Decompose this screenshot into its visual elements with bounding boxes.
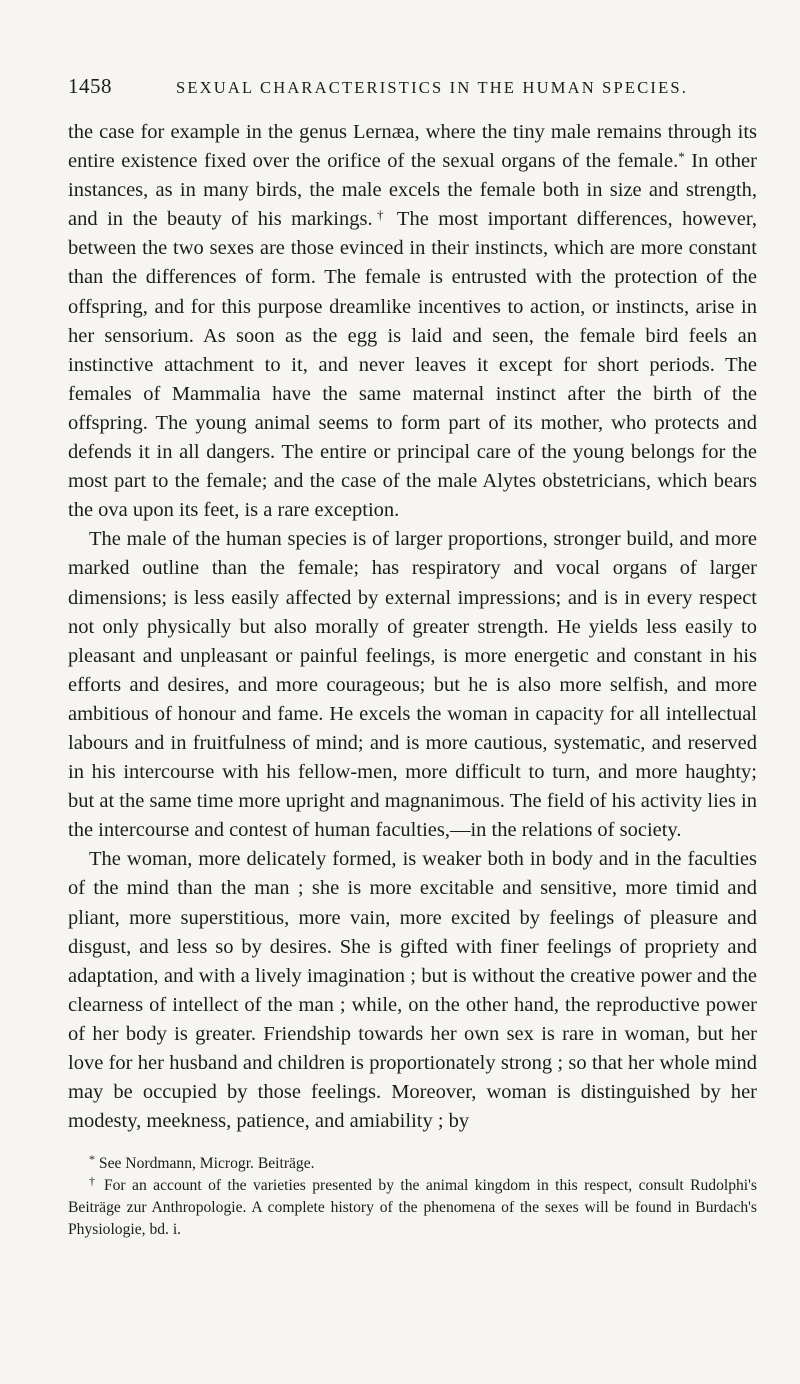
running-title: SEXUAL CHARACTERISTICS IN THE HUMAN SPECIES. bbox=[176, 78, 689, 97]
footnote-2-text: For an account of the varieties presented by the animal kingdom in this respect, consult Rudolphi's Beiträge zur Anthropologie. A complete history of the phenomena of the sexes will be found in Burdach's Physiologie, bd. i. bbox=[68, 1177, 758, 1238]
paragraph-1-part-b: In other instances, as in many birds, the male excels the female both in size and strength, and in the beauty of his markings. bbox=[68, 150, 757, 231]
body-text bbox=[68, 118, 757, 1136]
footnote-1-text: See Nordmann, Microgr. Beiträge. bbox=[95, 1155, 315, 1173]
footnote-2-mark: † bbox=[89, 1174, 98, 1189]
footnote-ref-2: † bbox=[372, 207, 388, 223]
footnotes bbox=[68, 1153, 757, 1240]
footnote-1 bbox=[68, 1153, 757, 1175]
page-number: 1458 bbox=[68, 74, 112, 98]
running-head bbox=[68, 74, 757, 108]
footnote-2 bbox=[68, 1175, 757, 1240]
footnote-ref-1: * bbox=[678, 149, 685, 165]
paragraph-1-part-a: the case for example in the genus Lernæa, where the tiny male remains through its entire existence fixed over the orifice of the sexual organs of the female. bbox=[68, 121, 757, 173]
paragraph-1 bbox=[68, 118, 757, 525]
book-page bbox=[68, 74, 757, 1240]
footnote-1-mark: * bbox=[89, 1152, 95, 1167]
paragraph-1-part-c: The most important differences, however, between the two sexes are those evinced in their instincts, which are more constant than the differences of form. The female is entrusted with the protection of the offspring, and for this purpose dreamlike incentives to action, or instincts, arise in her sensorium. As soon as the egg is laid and seen, the female bird feels an instinctive attachment to it, and never leaves it except for short periods. The females of Mammalia have the same maternal instinct after the birth of the offspring. The young animal seems to form part of its mother, who protects and defends it in all dangers. The entire or principal care of the young belongs for the most part to the female; and the case of the male Alytes obstetricians, which bears the ova upon its feet, is a rare exception. bbox=[68, 208, 758, 522]
paragraph-2: The male of the human species is of larger proportions, stronger build, and more marked outline than the female; has respiratory and vocal organs of larger dimensions; is less easily affected by external impressions; and is in every respect not only physically but also morally of greater strength. He yields less easily to pleasant and unpleasant or painful feelings, is more energetic and constant in his efforts and desires, and more courageous; but he is also more selfish, and more ambitious of honour and fame. He excels the woman in capacity for all intellectual labours and in fruitfulness of mind; and is more cautious, systematic, and reserved in his intercourse with his fellow-men, more difficult to turn, and more haughty; but at the same time more upright and magnanimous. The field of his activity lies in the intercourse and contest of human faculties,—in the relations of society. bbox=[68, 528, 757, 842]
paragraph-3: The woman, more delicately formed, is weaker both in body and in the faculties of the mind than the man ; she is more excitable and sensitive, more timid and pliant, more superstitious, more vain, more excited by feelings of pleasure and disgust, and less so by desires. She is gifted with finer feelings of propriety and adaptation, and with a lively imagination ; but is without the creative power and the clearness of intellect of the man ; while, on the other hand, the reproductive power of her body is greater. Friendship towards her own sex is rare in woman, but her love for her husband and children is proportionately strong ; so that her whole mind may be occupied by those feelings. Moreover, woman is distinguished by her modesty, meekness, patience, and amiability ; by bbox=[68, 848, 757, 1133]
